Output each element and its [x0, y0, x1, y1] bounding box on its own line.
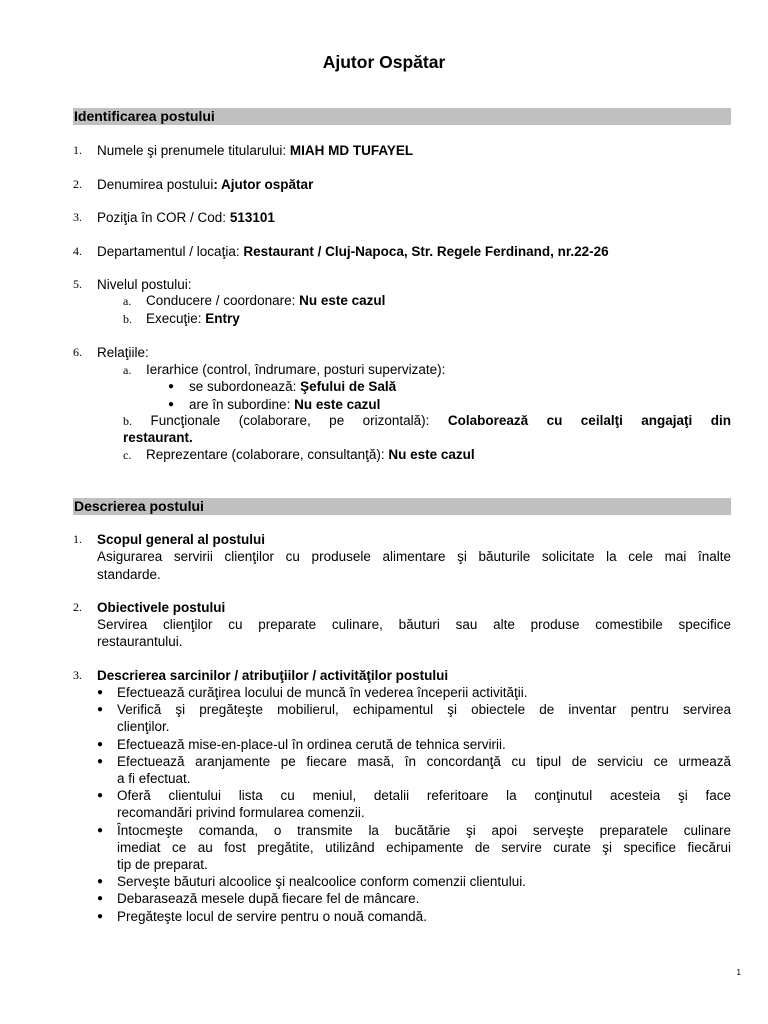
- relatii-item-b-cont: restaurant.: [123, 430, 193, 445]
- relatii-item-b: b. Funcţionale (colaborare, pe orizontală): Colaborează cu ceilalţi angajaţi din: [123, 413, 731, 428]
- relatii-item-a: a. Ierarhice (control, îndrumare, posturi supervizate):: [123, 362, 446, 377]
- bullet-icon: ●: [97, 893, 104, 905]
- scop-text-line-1: Asigurarea servirii clienţilor cu produsele alimentare şi băuturile solicitate la cele mai înalte: [97, 549, 731, 564]
- bullet-icon: ●: [97, 687, 104, 698]
- bullet-icon: ●: [97, 876, 104, 888]
- bullet-icon: ●: [97, 790, 104, 802]
- section-heading-descriere: Descrierea postului: [73, 498, 731, 515]
- nivel-item-a: a. Conducere / coordonare: Nu este cazul: [123, 293, 386, 308]
- page-number: 1: [736, 968, 741, 977]
- bullet-icon: ●: [97, 755, 104, 767]
- relatii-item-c: c. Reprezentare (colaborare, consultanţă): Nu este cazul: [123, 447, 475, 462]
- bullet-icon: ●: [168, 381, 175, 392]
- bullet-icon: ●: [97, 738, 104, 750]
- scop-text-line-2: standarde.: [97, 567, 161, 582]
- bullet-icon: ●: [97, 824, 104, 836]
- document-page: Ajutor Ospătar Identificarea postului 1. Numele şi prenumele titularului: MIAH MD TUFAYEL 2. Denumirea postului: Ajutor ospătar 3. Poziţia în COR / Cod: 513101 4. Departamentul / locaţia: Restaurant / Cluj-Napoca, Str. Regele Ferdinand, nr.22-26 5. Nivelul postului: a. Conducere / coordonare: Nu este cazul b. Execuţie: Entry 6. Relaţiile: a. Ierarhice (control, îndrumare, posturi supervizate): ● se subordonează: Şefului de Sală ● are în subordine: Nu este cazul b. Funcţionale (colaborare, pe orizontală): Colaborează cu ceilalţi angajaţi din restaurant. c. Reprezentare (colaborare, consultanţă): Nu este cazul Descrierea postului 1. Scopul general al postului Asigurarea servirii clienţilor cu produsele alimentare şi băuturile solicitate la cele mai înalte standarde. 2. Obiectivele postului Servirea clienţilor cu preparate culinare, băuturi sau alte produse comestibile specifice restaurantului. 3. Descrierea sarcinilor / atribuţiilor / activităţilor postului ● Efectuează curăţirea locului de muncă în vederea începerii activităţii. ● Verifică şi pregăteşte mobilierul, echipamentul şi obiectele de inventar pentru servirea clienţilor. ● Efectuează mise-en-place-ul în ordinea cerută de tehnica servirii. ● Efectuează aranjamente pe fiecare masă, în concordanţă cu tipul de serviciu ce urmează a fi efectuat. ● Oferă clientului lista cu meniul, detalii referitoare la conţinutul acesteia şi face recomandări privind formularea comenzii. ● Întocmeşte comanda, o transmite la bucătărie şi apoi serveşte preparatele culinare imediat ce au fost pregătite, utilizând echipamente de servire curate şi specifice fiecărui tip de preparat. ● Serveşte băuturi alcoolice şi nealcoolice conform comenzii clientului. ● Debarasează mesele după fiecare fel de mâncare. ● Pregăteşte locul de servire pentru o nouă comandă. 1: [0, 0, 768, 1024]
- bullet-icon: ●: [168, 399, 175, 410]
- nivel-item-b: b. Execuţie: Entry: [123, 311, 240, 326]
- bullet-icon: ●: [97, 910, 104, 922]
- section-heading-identificare: Identificarea postului: [73, 108, 731, 125]
- obiective-text-line-1: Servirea clienţilor cu preparate culinare, băuturi sau alte produse comestibile specifice: [97, 617, 731, 632]
- obiective-text-line-2: restaurantului.: [97, 634, 183, 649]
- bullet-icon: ●: [97, 704, 104, 716]
- page-title: Ajutor Ospătar: [322, 52, 446, 72]
